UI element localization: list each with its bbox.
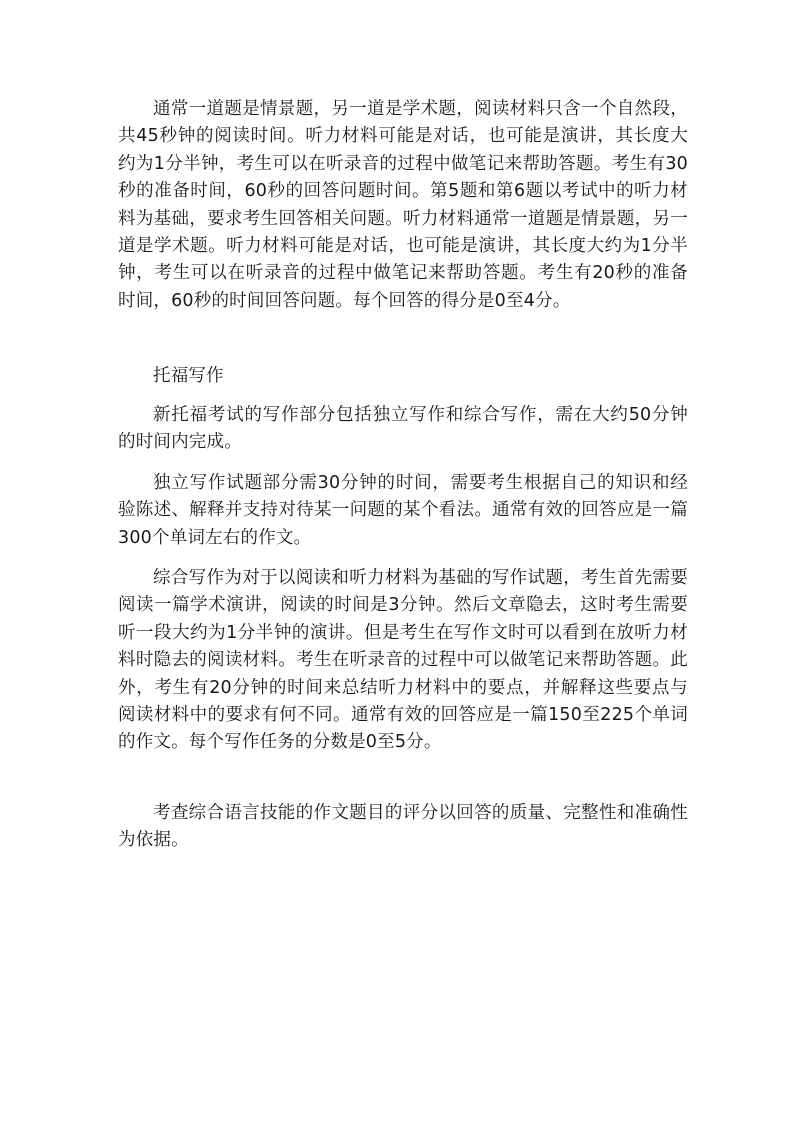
writing-section-heading xyxy=(118,363,688,390)
speaking-description-paragraph xyxy=(118,96,688,315)
heading-text: 托福写作 xyxy=(153,366,224,386)
integrated-writing-paragraph xyxy=(118,565,688,757)
paragraph-text: 综合写作为对于以阅读和听力材料为基础的写作试题，考生首先需要阅读一篇学术演讲，阅读的时间是3分钟。然后文章隐去，这时考生需要听一段大约为1分半钟的演讲。但是考生在写作文时可以看到在放听力材料时隐去的阅读材料。考生在听录音的过程中可以做笔记来帮助答题。此外，考生有20分钟的时间来总结听力材料中的要点，并解释这些要点与阅读材料中的要求有何不同。通常有效的回答应是一篇150至225个单词的作文。每个写作任务的分数是0至5分。 xyxy=(118,568,688,753)
writing-overview-paragraph xyxy=(118,402,688,457)
paragraph-text: 考查综合语言技能的作文题目的评分以回答的质量、完整性和准确性为依据。 xyxy=(118,803,688,851)
paragraph-text: 独立写作试题部分需30分钟的时间，需要考生根据自己的知识和经验陈述、解释并支持对待某一问题的某个看法。通常有效的回答应是一篇300个单词左右的作文。 xyxy=(118,473,688,548)
paragraph-text: 新托福考试的写作部分包括独立写作和综合写作，需在大约50分钟的时间内完成。 xyxy=(118,405,688,453)
independent-writing-paragraph xyxy=(118,470,688,552)
paragraph-text: 通常一道题是情景题，另一道是学术题，阅读材料只含一个自然段，共45秒钟的阅读时间。听力材料可能是对话，也可能是演讲，其长度大约为1分半钟，考生可以在听录音的过程中做笔记来帮助答题。考生有30秒的准备时间，60秒的回答问题时间。第5题和第6题以考试中的听力材料为基础，要求考生回答相关问题。听力材料通常一道题是情景题，另一道是学术题。听力材料可能是对话，也可能是演讲，其长度大约为1分半钟，考生可以在听录音的过程中做笔记来帮助答题。考生有20秒的准备时间，60秒的时间回答问题。每个回答的得分是0至4分。 xyxy=(118,99,688,311)
scoring-criteria-paragraph xyxy=(118,800,688,855)
